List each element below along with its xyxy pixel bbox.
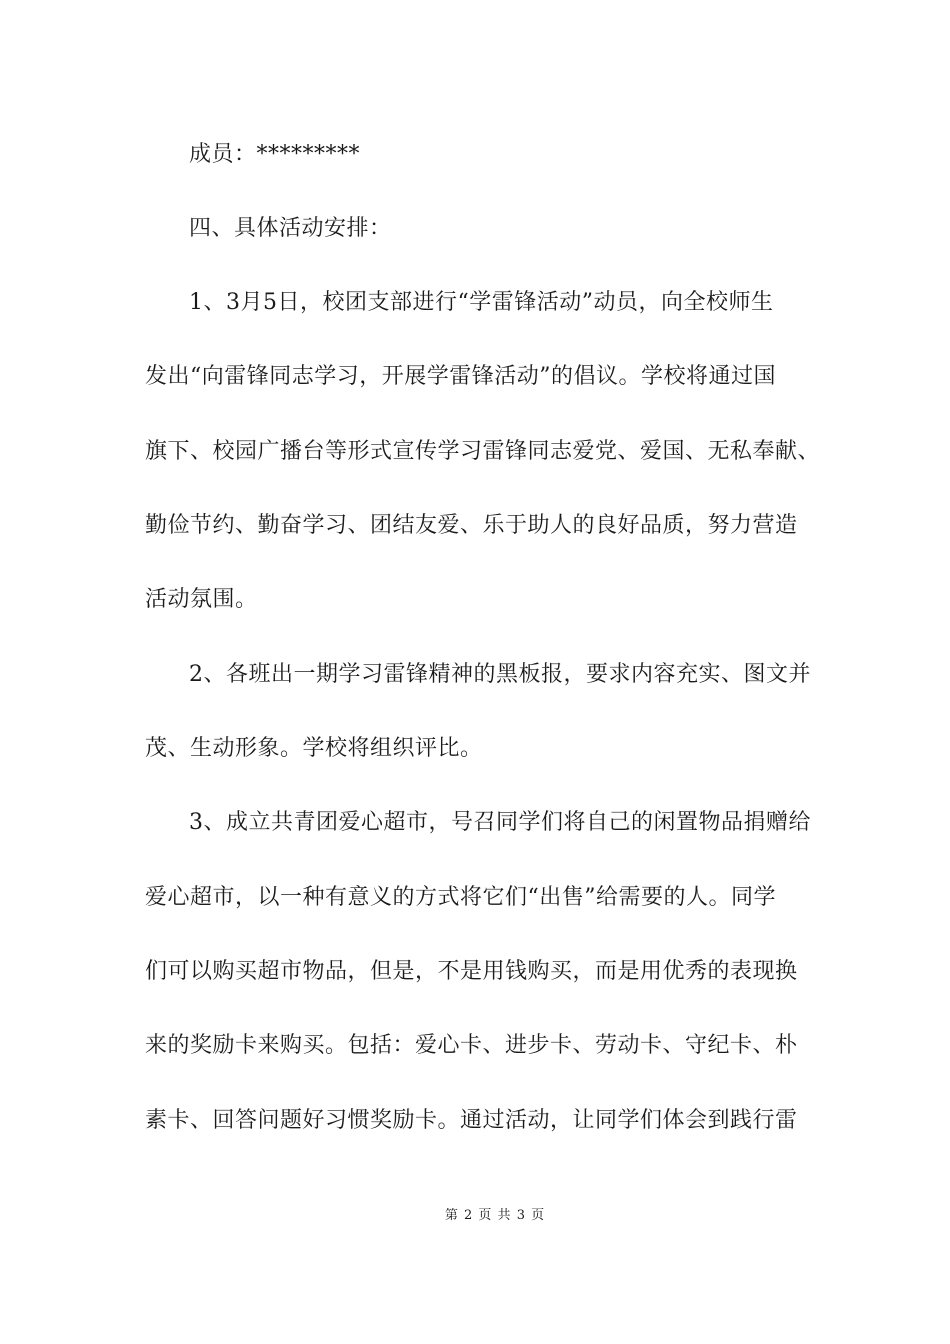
section-heading: 四、具体活动安排：	[189, 216, 392, 241]
paragraph-3-line-5: 素卡、回答问题好习惯奖励卡。通过活动，让同学们体会到践行雷	[145, 1108, 798, 1133]
paragraph-3-line-4: 来的奖励卡来购买。包括：爱心卡、进步卡、劳动卡、守纪卡、朴	[145, 1033, 798, 1058]
paragraph-2-line-1: 2、各班出一期学习雷锋精神的黑板报，要求内容充实、图文并	[189, 662, 811, 687]
members-line: 成员：*********	[189, 142, 361, 167]
paragraph-1-line-2: 发出“向雷锋同志学习，开展学雷锋活动”的倡议。学校将通过国	[145, 364, 776, 389]
paragraph-1-line-4: 勤俭节约、勤奋学习、团结友爱、乐于助人的良好品质，努力营造	[145, 513, 798, 538]
paragraph-2-line-2: 茂、生动形象。学校将组织评比。	[145, 736, 483, 761]
paragraph-3-line-2: 爱心超市，以一种有意义的方式将它们“出售”给需要的人。同学	[145, 885, 776, 910]
paragraph-3-line-1: 3、成立共青团爱心超市，号召同学们将自己的闲置物品捐赠给	[189, 810, 811, 835]
paragraph-3-line-3: 们可以购买超市物品，但是，不是用钱购买，而是用优秀的表现换	[145, 959, 798, 984]
page-number-footer: 第 2 页 共 3 页	[444, 1208, 546, 1223]
paragraph-1-line-1: 1、3月5日，校团支部进行“学雷锋活动”动员，向全校师生	[189, 290, 774, 315]
paragraph-1-line-3: 旗下、校园广播台等形式宣传学习雷锋同志爱党、爱国、无私奉献、	[145, 439, 821, 464]
paragraph-1-line-5: 活动氛围。	[145, 587, 258, 612]
